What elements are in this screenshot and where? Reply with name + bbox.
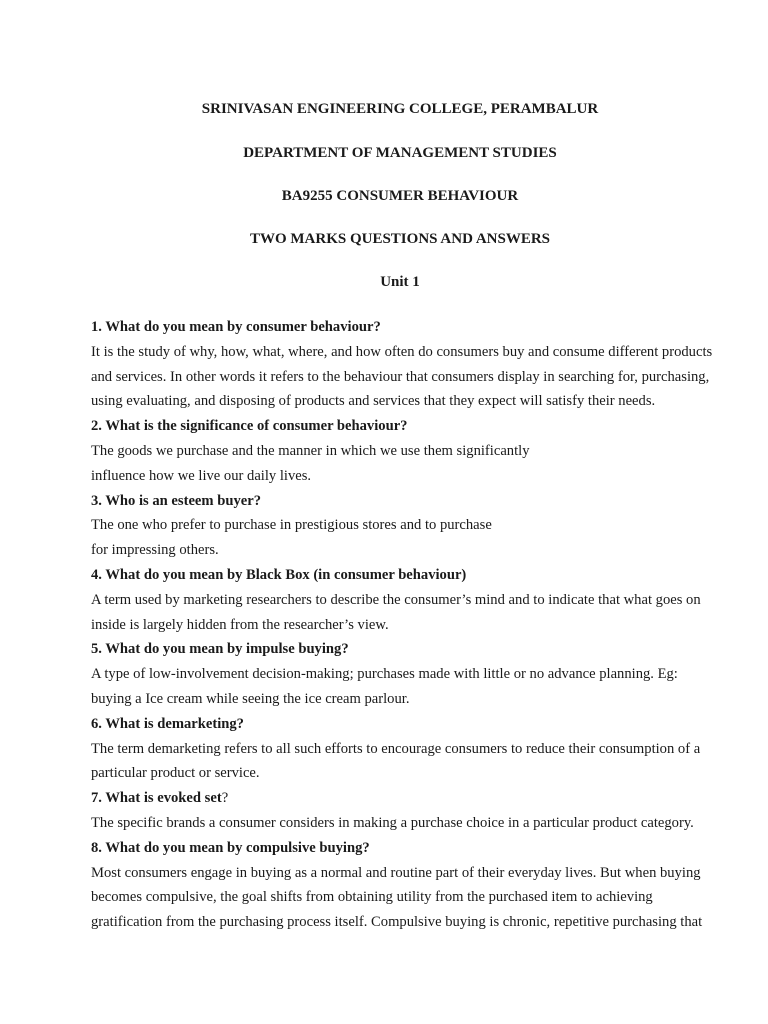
qa-item	[91, 489, 731, 563]
qa-item	[91, 786, 731, 836]
question-text: 4. What do you mean by Black Box (in consumer behaviour)	[91, 566, 467, 583]
question-text: 7. What is evoked set	[91, 790, 222, 807]
answer-line: A term used by marketing researchers to describe the consumer’s mind and to indicate that what goes on	[91, 591, 701, 608]
question-text: 8. What do you mean by compulsive buying?	[91, 839, 370, 856]
question-text: 6. What is demarketing?	[91, 715, 244, 732]
qa-item	[91, 315, 731, 414]
section-heading: TWO MARKS QUESTIONS AND ANSWERS	[249, 231, 551, 247]
question	[91, 414, 731, 439]
department-heading: DEPARTMENT OF MANAGEMENT STUDIES	[243, 145, 557, 161]
course-heading: BA9255 CONSUMER BEHAVIOUR	[281, 188, 519, 204]
qa-item	[91, 712, 731, 786]
answer-line: The specific brands a consumer considers in making a purchase choice in a particular product category.	[91, 814, 694, 831]
answer-line: becomes compulsive, the goal shifts from obtaining utility from the purchased item to achieving	[91, 889, 653, 906]
unit-heading: Unit 1	[380, 274, 420, 290]
question	[91, 786, 731, 811]
answer-line: using evaluating, and disposing of products and services that they expect will satisfy their needs.	[91, 393, 656, 410]
qa-item	[91, 563, 731, 637]
qa-item	[91, 414, 731, 488]
question-text: 1. What do you mean by consumer behaviour?	[91, 319, 381, 335]
answer-line: inside is largely hidden from the researcher’s view.	[91, 616, 389, 633]
question-text: 3. Who is an esteem buyer?	[91, 492, 261, 509]
question	[91, 637, 731, 662]
answer-line: The goods we purchase and the manner in which we use them significantly	[91, 442, 530, 459]
answer-line: A type of low-involvement decision-making; purchases made with little or no advance planning. Eg:	[91, 666, 678, 683]
question-suffix: ?	[221, 790, 229, 807]
answer-line: influence how we live our daily lives.	[91, 467, 312, 484]
question	[91, 563, 731, 588]
answer-line: for impressing others.	[91, 542, 219, 559]
question-text: 5. What do you mean by impulse buying?	[91, 641, 349, 658]
answer-line: The one who prefer to purchase in prestigious stores and to purchase	[91, 517, 492, 534]
question	[91, 315, 731, 340]
qa-item	[91, 637, 731, 711]
answer-line: and services. In other words it refers to the behaviour that consumers display in searching for, purchasing,	[91, 368, 710, 385]
qa-item	[91, 836, 731, 935]
answer-line: buying a Ice cream while seeing the ice cream parlour.	[91, 690, 410, 707]
college-heading: SRINIVASAN ENGINEERING COLLEGE, PERAMBALUR	[201, 101, 599, 117]
question	[91, 836, 731, 861]
answer-line: Most consumers engage in buying as a normal and routine part of their everyday lives. But when buying	[91, 864, 701, 881]
answer-line: It is the study of why, how, what, where, and how often do consumers buy and consume different products	[91, 343, 713, 360]
answer-line: particular product or service.	[91, 765, 260, 782]
qa-list	[91, 315, 731, 935]
question	[91, 712, 731, 737]
question-text: 2. What is the significance of consumer behaviour?	[91, 418, 408, 435]
answer-line: The term demarketing refers to all such efforts to encourage consumers to reduce their consumption of a	[91, 740, 701, 757]
question	[91, 489, 731, 514]
answer-line: gratification from the purchasing process itself. Compulsive buying is chronic, repetitive purchasing that	[91, 914, 703, 931]
